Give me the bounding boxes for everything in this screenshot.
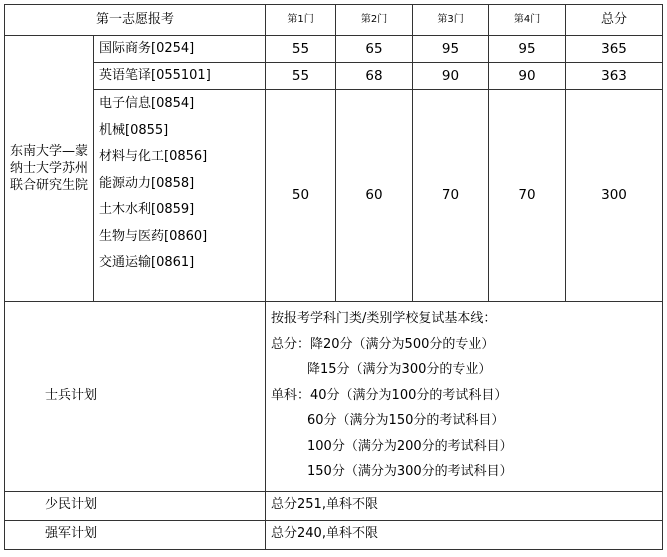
score-total: 300	[566, 90, 663, 302]
score-subject-3: 70	[413, 90, 489, 302]
army-plan-row	[5, 520, 663, 549]
admission-score-table	[4, 4, 663, 550]
major-name: 电子信息[0854]	[99, 96, 195, 111]
note-line: 60分（满分为150分的考试科目）	[307, 413, 505, 428]
soldier-plan-label: 士兵计划	[5, 302, 266, 492]
score-subject-2: 60	[336, 90, 413, 302]
score-subject-2: 65	[336, 36, 413, 63]
score-subject-1: 55	[266, 36, 336, 63]
score-subject-4: 70	[489, 90, 566, 302]
school-name: 东南大学—蒙纳士大学苏州联合研究生院	[5, 36, 94, 302]
note-line: 总分：降20分（满分为500分的专业）	[271, 336, 495, 352]
score-subject-1: 50	[266, 90, 336, 302]
minority-plan-label: 少民计划	[5, 491, 266, 520]
score-total: 365	[566, 36, 663, 63]
major-name: 土木水利[0859]	[99, 202, 195, 217]
major-name: 英语笔译[055101]	[94, 63, 266, 90]
army-plan-value: 总分240,单科不限	[266, 520, 663, 549]
note-line: 按报考学科门类/类别学校复试基本线：	[271, 311, 497, 326]
header-total: 总分	[566, 5, 663, 36]
army-plan-label: 强军计划	[5, 520, 266, 549]
score-subject-4: 90	[489, 63, 566, 90]
major-name: 国际商务[0254]	[94, 36, 266, 63]
note-line: 100分（满分为200分的考试科目）	[307, 438, 513, 454]
score-subject-3: 95	[413, 36, 489, 63]
table-row	[5, 63, 663, 90]
score-subject-2: 68	[336, 63, 413, 90]
score-total: 363	[566, 63, 663, 90]
header-subject-2: 第2门	[336, 5, 413, 36]
header-first-choice: 第一志愿报考	[5, 5, 266, 36]
header-row	[5, 5, 663, 36]
table-row	[5, 90, 663, 302]
note-line: 降15分（满分为300分的专业）	[307, 362, 492, 377]
header-subject-3: 第3门	[413, 5, 489, 36]
note-line: 单科：40分（满分为100分的考试科目）	[271, 387, 508, 403]
score-subject-1: 55	[266, 63, 336, 90]
major-list	[94, 90, 266, 302]
soldier-plan-notes	[266, 302, 663, 492]
major-name: 交通运输[0861]	[99, 255, 195, 270]
header-subject-4: 第4门	[489, 5, 566, 36]
header-subject-1: 第1门	[266, 5, 336, 36]
minority-plan-value: 总分251,单科不限	[266, 491, 663, 520]
minority-plan-row	[5, 491, 663, 520]
major-name: 材料与化工[0856]	[99, 149, 208, 164]
soldier-plan-row	[5, 302, 663, 492]
major-name: 能源动力[0858]	[99, 175, 195, 191]
score-subject-4: 95	[489, 36, 566, 63]
table-row	[5, 36, 663, 63]
major-name: 机械[0855]	[99, 122, 169, 138]
score-subject-3: 90	[413, 63, 489, 90]
major-name: 生物与医药[0860]	[99, 228, 208, 244]
note-line: 150分（满分为300分的考试科目）	[307, 464, 513, 479]
